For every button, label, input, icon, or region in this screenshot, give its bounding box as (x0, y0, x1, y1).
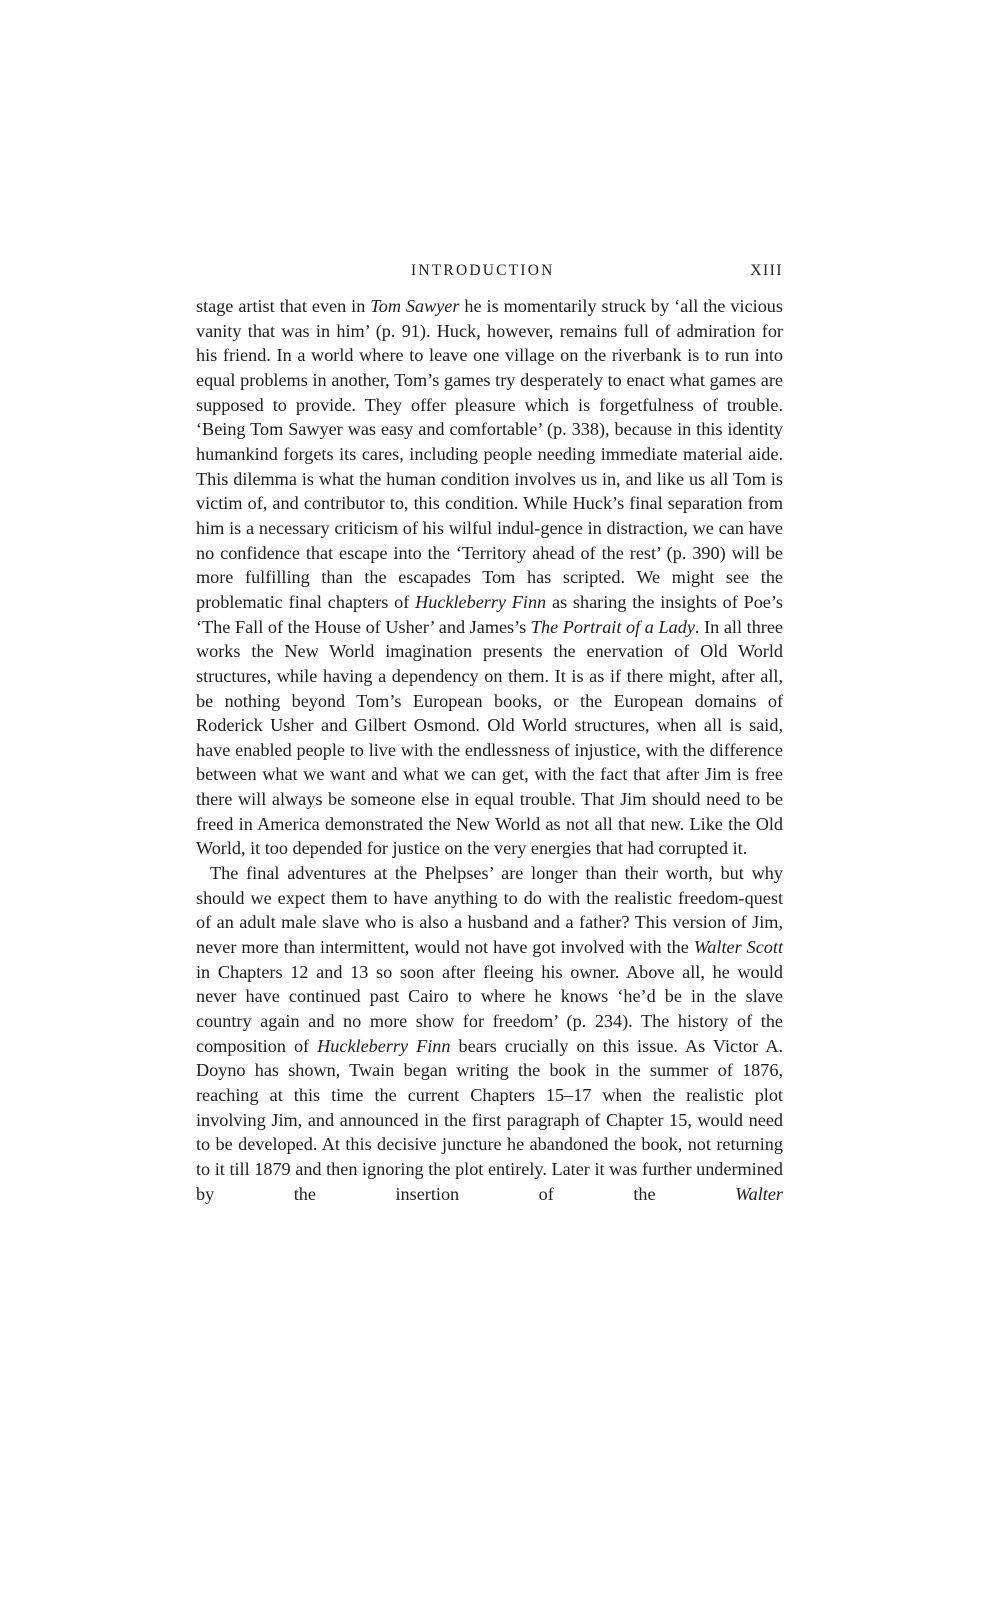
body-text (196, 294, 783, 1206)
italic-title: Walter (735, 1183, 783, 1204)
text-run: stage artist that even in (196, 296, 371, 316)
running-head (196, 262, 783, 282)
text-run: . In all three works the New World imagination presents the enervation of Old World structures, while having a dependency on them. It is as if there might, after all, be nothing beyond Tom’s European books, or the European domains of Roderick Usher and Gilbert Osmond. Old World structures, when all is said, have enabled people to live with the endlessness of injustice, with the difference between what we want and what we can get, with the fact that after Jim is free there will always be someone else in equal trouble. That Jim should need to be freed in America demonstrated the New World as not all that new. Like the Old World, it too depended for justice on the very energies that had corrupted it. (196, 616, 783, 859)
paragraph-1 (196, 294, 783, 861)
italic-title: The Portrait of a Lady (530, 616, 695, 637)
italic-title: Huckleberry Finn (415, 591, 547, 612)
text-run: The final adventures at the Phelpses’ are longer than their worth, but why should we expect them to have anything to do with the realistic freedom-quest of an adult male slave who is also a husband and a father? This version of Jim, never more than intermittent, would not have got involved with the (196, 863, 783, 958)
text-run: bears crucially on this issue. As Victor A. Doyno has shown, Twain began writing the book in the summer of 1876, reaching at this time the current Chapters 15–17 when the realistic plot involving Jim, and announced in the first paragraph of Chapter 15, would need to be developed. At this decisive juncture he abandoned the book, not returning to it till 1879 and then ignoring the plot entirely. Later it was further undermined by the insertion of the (196, 1035, 784, 1204)
page-number: XIII (750, 262, 783, 279)
running-head-title: INTRODUCTION (411, 262, 555, 279)
text-run: as sharing the insights of Poe’s ‘The Fall of the House of Usher’ and James’s (196, 591, 783, 637)
paragraph-2 (196, 861, 783, 1206)
text-run: he is momentarily struck by ‘all the vicious vanity that was in him’ (p. 91). Huck, however, remains full of admiration for his friend. In a world where to leave one village on the riverbank is to run into equal problems in another, Tom’s games try desperately to enact what games are supposed to provide. They offer pleasure which is forgetfulness of trouble. ‘Being Tom Sawyer was easy and comfortable’ (p. 338), because in this identity humankind forgets its cares, including people needing immediate material aide. This dilemma is what the human condition involves us in, and like us all Tom is victim of, and contributor to, this condition. While Huck’s final separation from him is a necessary criticism of his wilful indul-gence in distraction, we can have no confidence that escape into the ‘Territory ahead of the rest’ (p. 390) will be more fulfilling than the escapades Tom has scripted. We might see the problematic final chapters of (196, 296, 783, 612)
text-run: in Chapters 12 and 13 so soon after fleeing his owner. Above all, he would never have continued past Cairo to where he knows ‘he’d be in the slave country again and no more show for freedom’ (p. 234). The history of the composition of (196, 961, 783, 1056)
italic-title: Huckleberry Finn (317, 1035, 451, 1056)
italic-title: Tom Sawyer (370, 296, 460, 316)
italic-title: Walter Scott (693, 937, 783, 958)
